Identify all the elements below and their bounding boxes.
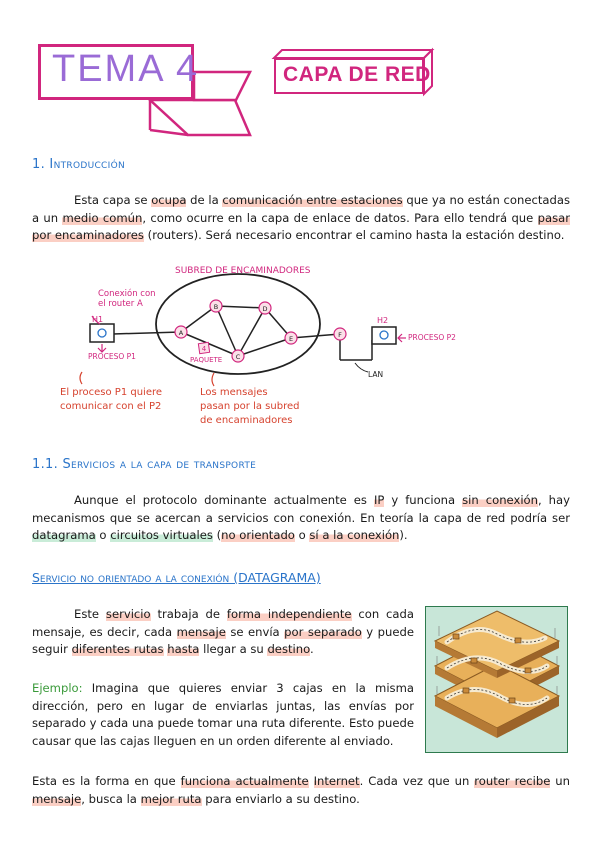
fin-text-5: , busca la bbox=[81, 791, 141, 806]
fin-text-3: . Cada vez que un bbox=[359, 774, 475, 788]
host-h1 bbox=[90, 324, 114, 342]
ejemplo-text: Imagina que quieres enviar 3 cajas en la misma dirección, pero en lugar de enviarlas juntas, las envías por separado y cada una puede tomar una ruta diferente. Esto puede causar que las cajas lleguen en un orden diferente al enviado. bbox=[32, 681, 414, 748]
node-label-b: B bbox=[213, 303, 219, 311]
h1-label: H1 bbox=[92, 315, 104, 324]
dg-text-2: trabaja de bbox=[150, 607, 227, 621]
node-label-d: D bbox=[262, 305, 268, 313]
svc-text-4: o bbox=[95, 528, 111, 542]
svc-text-2: y funciona bbox=[384, 493, 463, 507]
dg-hl-servicio: servicio bbox=[105, 607, 151, 621]
intro-hl-comunicacion: comunicación entre estaciones bbox=[222, 193, 403, 207]
subred-label: SUBRED DE ENCAMINADORES bbox=[175, 266, 311, 276]
paquete-label: PAQUETE bbox=[190, 356, 223, 364]
intro-text-2: de la bbox=[186, 193, 223, 207]
datagrama-heading: Servicio no orientado a la conexión (DATAGRAMA) bbox=[32, 570, 321, 585]
lan-arrow bbox=[355, 363, 368, 372]
dg-text-1: Este bbox=[74, 607, 106, 621]
svc-text-7: ). bbox=[399, 528, 408, 542]
svc-text-1: Aunque el protocolo dominante actualmente es bbox=[74, 493, 374, 507]
svc-hl-no-orientado: no orientado bbox=[221, 528, 295, 542]
dg-text-3: con cada mensaje, es decir, cada bbox=[32, 607, 414, 639]
dg-hl-mensaje: mensaje bbox=[176, 624, 226, 639]
fin-text-6: para enviarlo a su destino. bbox=[201, 791, 360, 806]
proceso-p1-label: PROCESO P1 bbox=[88, 352, 136, 361]
node-label-f: F bbox=[338, 331, 342, 339]
fin-hl-mensaje: mensaje bbox=[32, 791, 82, 806]
node-label-e: E bbox=[288, 335, 294, 343]
node-label-a: A bbox=[178, 329, 184, 337]
dg-text-8: . bbox=[310, 642, 314, 656]
fin-hl-internet: Internet bbox=[313, 774, 360, 788]
svc-hl-ip: IP bbox=[373, 493, 385, 507]
intro-text-4: , como ocurre en la capa de enlace de datos. Para ello tendrá que bbox=[142, 210, 538, 225]
svc-text-3: , hay mecanismos que se acercan a servicios con conexión. En teoría la capa de red podría ser bbox=[32, 493, 570, 525]
datagrama-paragraph bbox=[32, 606, 414, 659]
section-1-1-heading: 1.1. Servicios a la capa de transporte bbox=[32, 457, 257, 472]
final-paragraph bbox=[32, 773, 570, 808]
fin-hl-mejor-ruta: mejor ruta bbox=[140, 791, 202, 806]
fin-text-2 bbox=[309, 774, 314, 788]
intro-text-1: Esta capa se bbox=[74, 193, 152, 207]
intro-hl-medio: medio común bbox=[62, 210, 143, 225]
section-1-heading: 1. Introducción bbox=[32, 157, 125, 172]
winding-roads-illustration bbox=[425, 606, 568, 753]
intro-hl-encaminadores: pasar por encaminadores bbox=[32, 210, 571, 242]
dg-hl-hasta: hasta bbox=[167, 642, 200, 656]
svc-text-5: ( bbox=[212, 528, 222, 542]
ejemplo-label: Ejemplo: bbox=[32, 681, 83, 695]
packet-number: 4 bbox=[201, 345, 207, 353]
dg-hl-independiente: forma independiente bbox=[226, 607, 352, 621]
capa-title: CAPA DE RED bbox=[283, 63, 431, 86]
svc-hl-circuitos: circuitos virtuales bbox=[110, 528, 213, 542]
note-left: El proceso P1 quiere comunicar con el P2 bbox=[60, 387, 163, 412]
annotation-arrows bbox=[92, 316, 406, 352]
fin-hl-router: router recibe bbox=[474, 774, 551, 788]
ejemplo-paragraph bbox=[32, 680, 414, 750]
fin-text-4: un bbox=[550, 774, 570, 788]
dg-hl-separado: por separado bbox=[284, 624, 362, 639]
tema-title: TEMA 4 bbox=[52, 48, 200, 90]
svc-text-6: o bbox=[294, 528, 310, 542]
dg-hl-rutas: diferentes rutas bbox=[71, 642, 164, 656]
intro-text-3: que ya no están conectadas a un bbox=[32, 193, 570, 225]
intro-text-5: (routers). Será necesario encontrar el camino hasta la estación destino. bbox=[143, 228, 565, 242]
dg-text-5: y puede seguir bbox=[32, 624, 414, 656]
note-right: Los mensajes pasan por la subred de encaminadores bbox=[200, 387, 300, 426]
fin-hl-funciona: funciona actualmente bbox=[180, 774, 309, 788]
dg-hl-destino: destino bbox=[267, 642, 310, 656]
proceso-p2-label: PROCESO P2 bbox=[408, 333, 456, 342]
lan-label: LAN bbox=[368, 370, 384, 379]
note-left-arrow bbox=[80, 372, 82, 384]
services-paragraph bbox=[32, 492, 570, 545]
host-h2 bbox=[372, 327, 396, 344]
note-right-arrow bbox=[212, 373, 214, 386]
conexion-label: Conexión con el router A bbox=[98, 289, 156, 309]
node-label-c: C bbox=[235, 353, 241, 361]
svc-hl-datagrama: datagrama bbox=[32, 528, 96, 542]
dg-text-4: se envía bbox=[225, 624, 285, 639]
dg-text-7: llegar a su bbox=[199, 642, 268, 656]
svc-hl-sin-conexion: sin conexión bbox=[462, 493, 538, 507]
intro-paragraph bbox=[32, 192, 570, 245]
intro-hl-ocupa: ocupa bbox=[151, 193, 187, 207]
svc-hl-si-conexion: sí a la conexión bbox=[309, 528, 400, 542]
h2-label: H2 bbox=[377, 316, 389, 325]
fin-text-1: Esta es la forma en que bbox=[32, 774, 181, 788]
